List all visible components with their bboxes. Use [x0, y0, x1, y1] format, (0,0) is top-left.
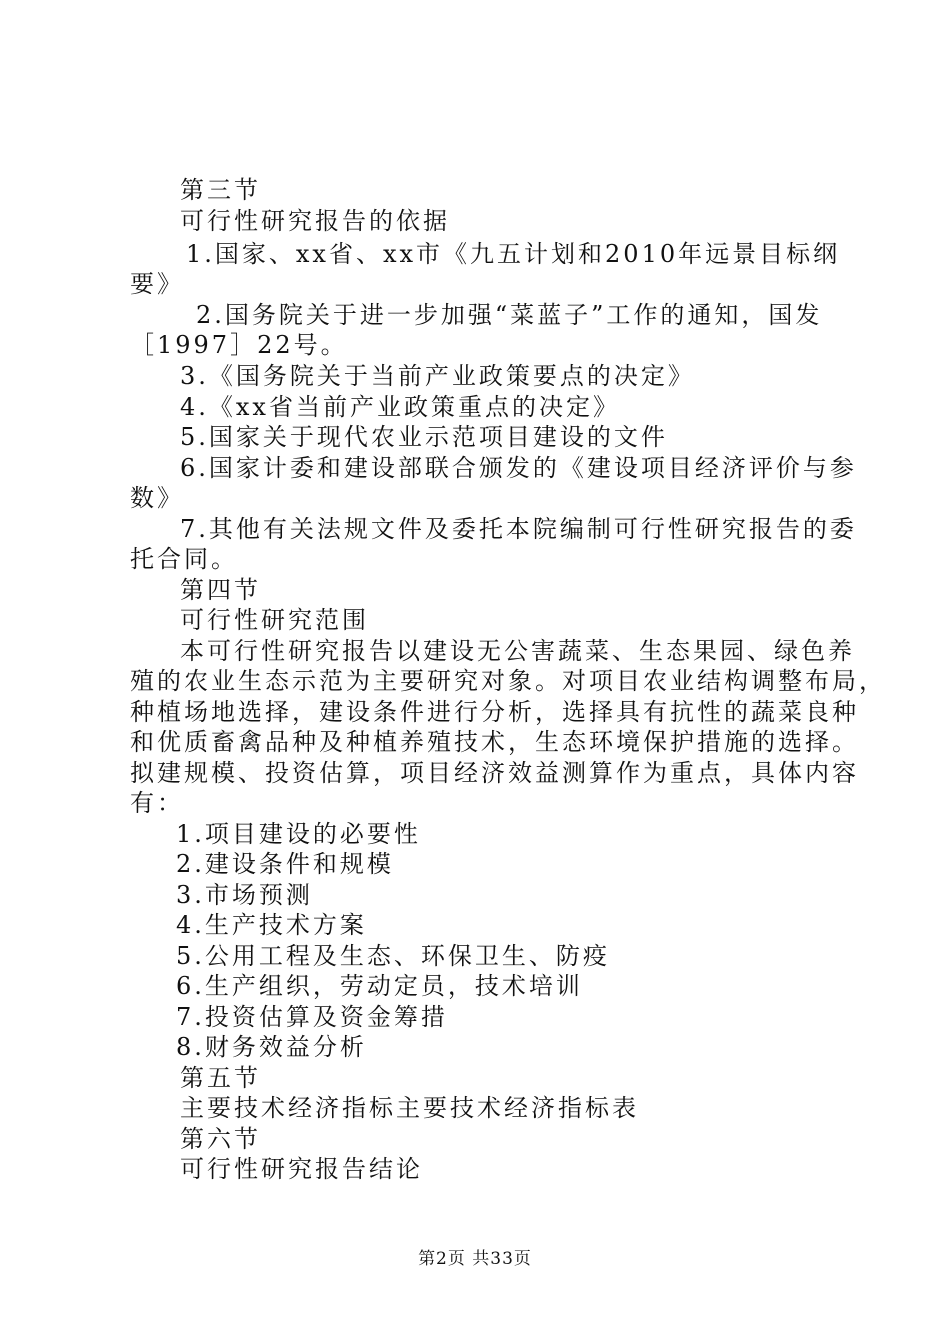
list-item: 4.生产技术方案 — [176, 911, 367, 939]
list-item: 1.项目建设的必要性 — [176, 820, 421, 848]
list-item: 2.国务院关于进一步加强“菜蓝子”工作的通知，国发 — [196, 301, 823, 329]
paragraph-line: 殖的农业生态示范为主要研究对象。对项目农业结构调整布局， — [130, 667, 886, 695]
list-item: 3.《国务院关于当前产业政策要点的决定》 — [180, 362, 695, 390]
list-item: 6.国家计委和建设部联合颁发的《建设项目经济评价与参 — [180, 454, 857, 482]
section-title: 可行性研究报告的依据 — [180, 207, 450, 235]
list-item: 5.国家关于现代农业示范项目建设的文件 — [180, 423, 668, 451]
list-item-continuation: 要》 — [130, 270, 184, 298]
paragraph-line: 和优质畜禽品种及种植养殖技术，生态环境保护措施的选择。 — [130, 728, 859, 756]
paragraph-line: 种植场地选择，建设条件进行分析，选择具有抗性的蔬菜良种 — [130, 698, 859, 726]
paragraph-line: 本可行性研究报告以建设无公害蔬菜、生态果园、绿色养 — [180, 637, 855, 665]
section-title: 主要技术经济指标主要技术经济指标表 — [180, 1094, 639, 1122]
section-heading: 第五节 — [180, 1064, 261, 1092]
paragraph-line: 有： — [130, 789, 184, 817]
list-item: 7.其他有关法规文件及委托本院编制可行性研究报告的委 — [180, 515, 857, 543]
section-heading: 第六节 — [180, 1125, 261, 1153]
paragraph-line: 拟建规模、投资估算，项目经济效益测算作为重点，具体内容 — [130, 759, 859, 787]
list-item: 4.《xx省当前产业政策重点的决定》 — [180, 393, 620, 421]
list-item-continuation: 托合同。 — [130, 545, 238, 573]
page-number-footer: 第2页 共33页 — [418, 1249, 532, 1269]
list-item: 3.市场预测 — [176, 881, 313, 909]
list-item: 7.投资估算及资金筹措 — [176, 1003, 448, 1031]
list-item: 8.财务效益分析 — [176, 1033, 367, 1061]
list-item-continuation: 数》 — [130, 484, 184, 512]
list-item: 2.建设条件和规模 — [176, 850, 394, 878]
list-item-continuation: ［1997］22号。 — [130, 331, 348, 359]
list-item: 5.公用工程及生态、环保卫生、防疫 — [176, 942, 610, 970]
section-heading: 第四节 — [180, 576, 261, 604]
list-item: 1.国家、xx省、xx市《九五计划和2010年远景目标纲 — [186, 240, 841, 268]
section-title: 可行性研究报告结论 — [180, 1155, 423, 1183]
section-heading: 第三节 — [180, 176, 261, 204]
list-item: 6.生产组织，劳动定员，技术培训 — [176, 972, 583, 1000]
section-title: 可行性研究范围 — [180, 606, 369, 634]
